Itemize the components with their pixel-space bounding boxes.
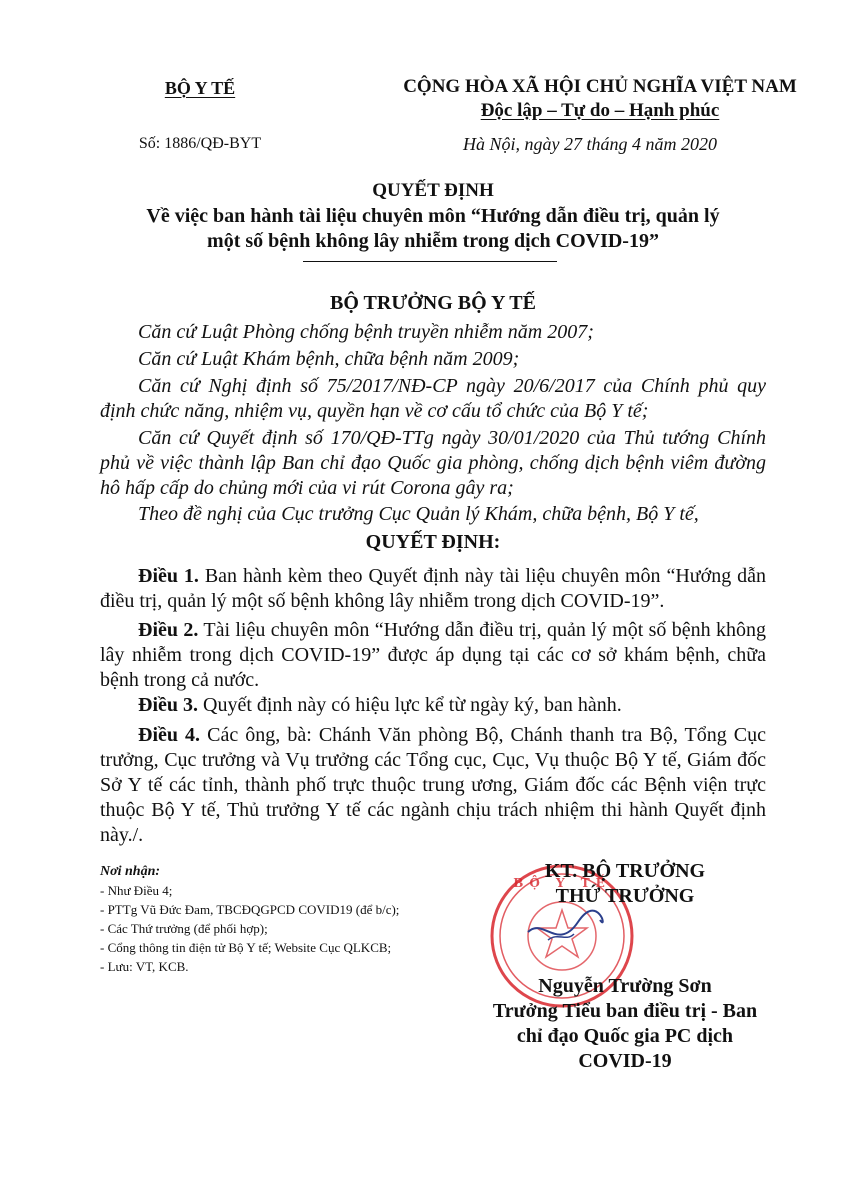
article-label: Điều 4.: [138, 724, 201, 746]
article-1: [100, 564, 766, 614]
recipient-item: - Như Điều 4;: [100, 883, 173, 898]
legal-basis-3: Căn cứ Nghị định số 75/2017/NĐ-CP ngày 20/6/2017 của Chính phủ quy định chức năng, nhiệm vụ, quyền hạn về cơ cấu tổ chức của Bộ Y tế;: [100, 375, 766, 422]
recipient-item: - Cổng thông tin điện tử Bộ Y tế; Website Cục QLKCB;: [100, 940, 392, 955]
article-text: Các ông, bà: Chánh Văn phòng Bộ, Chánh thanh tra Bộ, Tổng Cục trưởng, Cục trưởng và Vụ trưởng các Tổng cục, Cục, Vụ thuộc Bộ Y tế, Giám đốc Sở Y tế các tỉnh, thành phố trực thuộc trung ương, Giám đốc các Bệnh viện trực thuộc Bộ Y tế, Thủ trưởng Y tế các ngành chịu trách nhiệm thi hành Quyết định này./.: [100, 724, 767, 846]
signer-name: Nguyễn Trường Sơn: [538, 975, 712, 997]
svg-text:BỘ Y TẾ: BỘ Y TẾ: [513, 876, 611, 890]
recipients-heading: Nơi nhận:: [100, 864, 161, 879]
legal-basis-5: Theo đề nghị của Cục trưởng Cục Quản lý Khám, chữa bệnh, Bộ Y tế,: [138, 503, 699, 525]
signature-line2: THỨ TRƯỞNG: [555, 885, 695, 907]
recipient-item: - PTTg Vũ Đức Đam, TBCĐQGPCD COVID19 (để b/c);: [100, 902, 400, 917]
legal-basis-4: Căn cứ Quyết định số 170/QĐ-TTg ngày 30/01/2020 của Thủ tướng Chính phủ về việc thành lập Ban chỉ đạo Quốc gia phòng, chống dịch bệnh viêm đường hô hấp cấp do chủng mới của vi rút Corona gây ra;: [100, 427, 766, 499]
ministry-name: BỘ Y TẾ: [164, 78, 236, 98]
article-3: [100, 693, 766, 718]
article-text: Ban hành kèm theo Quyết định này tài liệu chuyên môn “Hướng dẫn điều trị, quản lý một số bệnh không lây nhiễm trong dịch COVID-19”.: [100, 565, 766, 612]
legal-basis-2: Căn cứ Luật Khám bệnh, chữa bệnh năm 2009;: [138, 348, 520, 370]
decision-subject-line2: một số bệnh không lây nhiễm trong dịch COVID-19”: [207, 230, 659, 252]
article-label: Điều 2.: [138, 619, 199, 641]
document-number: Số: 1886/QĐ-BYT: [138, 135, 262, 152]
decision-subject-line1: Về việc ban hành tài liệu chuyên môn “Hướng dẫn điều trị, quản lý: [146, 205, 720, 227]
country-name: CỘNG HÒA XÃ HỘI CHỦ NGHĨA VIỆT NAM: [403, 76, 797, 97]
article-4: [100, 723, 766, 848]
article-label: Điều 1.: [138, 565, 199, 587]
article-label: Điều 3.: [138, 694, 198, 716]
article-2: [100, 618, 766, 693]
national-motto: Độc lập – Tự do – Hạnh phúc: [480, 100, 720, 121]
decides-heading: QUYẾT ĐỊNH:: [365, 531, 501, 553]
title-divider: [303, 261, 557, 262]
decision-title: QUYẾT ĐỊNH: [372, 180, 494, 201]
recipient-item: - Các Thứ trưởng (để phối hợp);: [100, 921, 268, 936]
recipient-item: - Lưu: VT, KCB.: [100, 959, 189, 974]
legal-basis-1: Căn cứ Luật Phòng chống bệnh truyền nhiễm năm 2007;: [138, 321, 594, 343]
signer-role: Trưởng Tiểu ban điều trị - Ban chỉ đạo Quốc gia PC dịch COVID-19: [492, 1000, 758, 1072]
authority-heading: BỘ TRƯỞNG BỘ Y TẾ: [330, 292, 536, 314]
place-date: Hà Nội, ngày 27 tháng 4 năm 2020: [463, 134, 717, 154]
recipients-block: [100, 862, 480, 976]
signature-line1: KT. BỘ TRƯỞNG: [544, 860, 706, 882]
article-text: Quyết định này có hiệu lực kể từ ngày ký, ban hành.: [198, 694, 622, 716]
article-text: Tài liệu chuyên môn “Hướng dẫn điều trị, quản lý một số bệnh không lây nhiễm trong dịch COVID-19” được áp dụng tại các cơ sở khám bệnh, chữa bệnh trong cả nước.: [100, 619, 766, 691]
motto-wrapper: [380, 100, 820, 122]
